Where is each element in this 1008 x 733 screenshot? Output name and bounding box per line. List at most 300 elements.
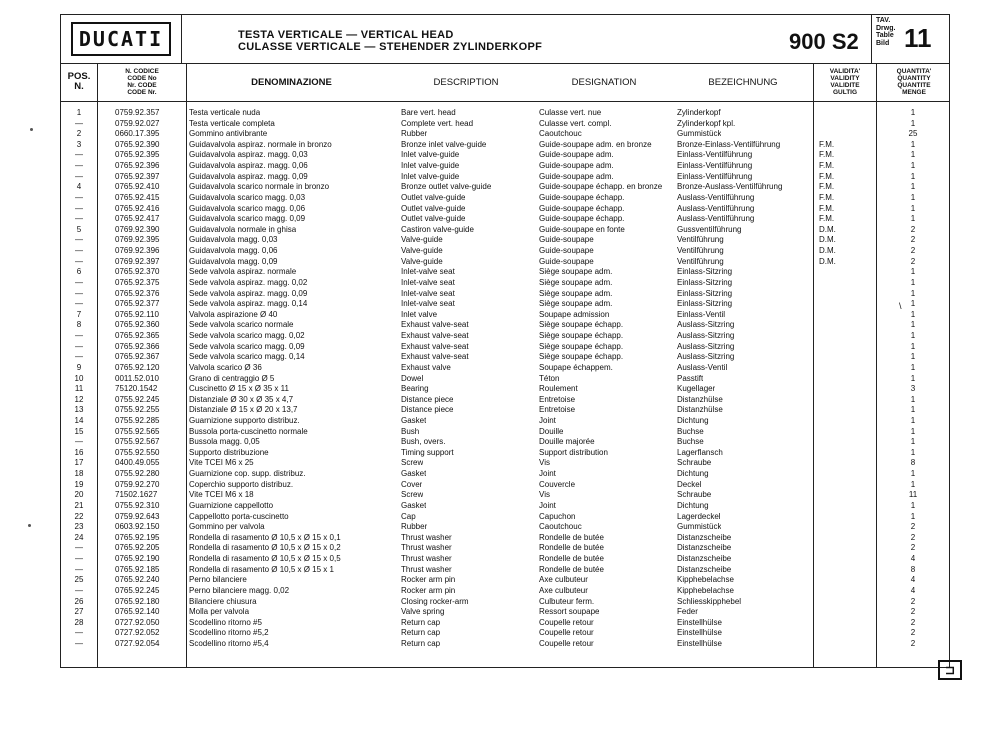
cell-desig: Guide-soupape échapp. en bronze <box>539 182 663 192</box>
cell-code: 0011.52.010 <box>115 373 159 383</box>
col-qty-line2: QUANTITY <box>897 75 931 82</box>
table-row <box>61 501 951 512</box>
cell-code: 0765.92.245 <box>115 585 160 595</box>
cell-desc: Bronze outlet valve-guide <box>401 182 492 192</box>
cell-pos: — <box>75 628 83 638</box>
table-row <box>61 395 951 406</box>
cell-code: 0755.92.567 <box>115 437 160 447</box>
col-quantita <box>877 63 951 101</box>
cell-den: Guidavalvola magg. 0,03 <box>189 235 278 245</box>
table-row <box>61 458 951 469</box>
cell-code: 0765.92.190 <box>115 554 160 564</box>
cell-code: 0765.92.415 <box>115 192 160 202</box>
cell-desc: Inlet-valve seat <box>401 288 455 298</box>
cell-qty: 1 <box>910 139 916 149</box>
cell-desig: Joint <box>539 500 556 510</box>
cell-bez: Buchse <box>677 437 704 447</box>
cell-den: Sede valvola aspiraz. magg. 0,14 <box>189 299 308 309</box>
cell-pos: 1 <box>76 108 82 117</box>
cell-desig: Siège soupape adm. <box>539 267 613 277</box>
cell-qty: 8 <box>910 564 916 574</box>
cell-qty: 11 <box>908 490 918 500</box>
table-row <box>61 172 951 183</box>
cell-desig: Siège soupape adm. <box>539 277 613 287</box>
cell-desc: Valve-guide <box>401 256 443 266</box>
cell-pos: — <box>75 192 83 202</box>
cell-den: Cappellotto porta-cuscinetto <box>189 511 289 521</box>
cell-qty: 2 <box>910 628 916 638</box>
sheet-header <box>61 15 949 64</box>
table-row <box>61 310 951 321</box>
cell-code: 0765.92.365 <box>115 331 160 341</box>
cell-bez: Distanzscheibe <box>677 543 732 553</box>
cell-code: 0769.92.390 <box>115 224 160 234</box>
table-row <box>61 267 951 278</box>
cell-desig: Joint <box>539 469 556 479</box>
cell-desc: Thrust washer <box>401 543 452 553</box>
col-val-line3: VALIDITE <box>830 82 860 89</box>
table-row <box>61 522 951 533</box>
cell-bez: Dichtung <box>677 469 709 479</box>
cell-bez: Einlass-Ventilführung <box>677 150 753 160</box>
cell-code: 0765.92.370 <box>115 267 160 277</box>
col-code-line3: Nr. CODE <box>127 82 157 89</box>
table-row <box>61 204 951 215</box>
cell-bez: Schraube <box>677 458 712 468</box>
cell-pos: 14 <box>74 415 84 425</box>
cell-code: 0765.92.410 <box>115 182 160 192</box>
cell-qty: 1 <box>910 267 916 277</box>
cell-code: 0755.92.565 <box>115 426 160 436</box>
col-val-line1: VALIDITA' <box>829 68 861 75</box>
cell-den: Scodellino ritorno #5,2 <box>189 628 269 638</box>
cell-bez: Kipphebelachse <box>677 575 734 585</box>
cell-qty: 1 <box>910 309 916 319</box>
cell-pos: 9 <box>76 362 82 372</box>
cell-desig: Siège soupape échapp. <box>539 352 624 362</box>
col-pos <box>61 63 97 101</box>
cell-den: Gommino per valvola <box>189 522 265 532</box>
cell-desig: Siège soupape échapp. <box>539 331 624 341</box>
table-row <box>61 161 951 172</box>
cell-code: 0765.92.195 <box>115 532 160 542</box>
cell-den: Guarnizione cappellotto <box>189 500 274 510</box>
cell-qty: 1 <box>910 469 916 479</box>
cell-desc: Rocker arm pin <box>401 575 456 585</box>
cell-code: 0759.92.270 <box>115 479 160 489</box>
cell-den: Sede valvola scarico magg. 0,09 <box>189 341 305 351</box>
cell-den: Sede valvola scarico magg. 0,02 <box>189 331 305 341</box>
cell-desc: Exhaust valve-seat <box>401 320 469 330</box>
cell-desig: Axe culbuteur <box>539 575 588 585</box>
table-row <box>61 469 951 480</box>
cell-pos: 21 <box>74 500 84 510</box>
cell-bez: Dichtung <box>677 415 709 425</box>
cell-desc: Gasket <box>401 500 427 510</box>
col-designation: DESIGNATION <box>571 76 637 88</box>
cell-desc: Valve-guide <box>401 235 443 245</box>
cell-desig: Soupape admission <box>539 309 610 319</box>
cell-bez: Deckel <box>677 479 702 489</box>
cell-den: Guidavalvola aspiraz. magg. 0,09 <box>189 171 308 181</box>
cell-den: Rondella di rasamento Ø 10,5 x Ø 15 x 1 <box>189 564 334 574</box>
cell-desc: Valve-guide <box>401 246 443 256</box>
cell-qty: 1 <box>910 192 916 202</box>
cell-den: Perno bilanciere magg. 0,02 <box>189 585 290 595</box>
table-row <box>61 628 951 639</box>
cell-qty: 1 <box>910 108 916 117</box>
bild-label: Bild <box>876 39 890 47</box>
table-row <box>61 342 951 353</box>
cell-pos: — <box>75 118 83 128</box>
cell-qty: 2 <box>910 235 916 245</box>
cell-den: Testa verticale completa <box>189 118 275 128</box>
cell-desc: Gasket <box>401 415 427 425</box>
cell-den: Rondella di rasamento Ø 10,5 x Ø 15 x 0,2 <box>189 543 341 553</box>
cell-bez: Gussventilführung <box>677 224 742 234</box>
cell-qty: 3 <box>910 384 916 394</box>
cell-qty: 1 <box>910 288 916 298</box>
cell-qty: 2 <box>910 224 916 234</box>
cell-den: Scodellino ritorno #5 <box>189 617 262 627</box>
logo-text: DUCATI <box>71 22 171 56</box>
col-code-line1: N. CODICE <box>125 68 159 75</box>
cell-bez: Einstellhülse <box>677 628 722 638</box>
cell-qty: 1 <box>910 373 916 383</box>
table-row <box>61 437 951 448</box>
cell-desig: Douille majorée <box>539 437 595 447</box>
cell-den: Guidavalvola aspiraz. magg. 0,03 <box>189 150 308 160</box>
cell-qty: 1 <box>910 118 916 128</box>
cell-den: Cuscinetto Ø 15 x Ø 35 x 11 <box>189 384 289 394</box>
cell-desc: Return cap <box>401 628 441 638</box>
cell-pos: 13 <box>74 405 84 415</box>
cell-pos: — <box>75 203 83 213</box>
cell-desc: Inlet-valve seat <box>401 267 455 277</box>
cell-bez: Bronze-Auslass-Ventilführung <box>677 182 783 192</box>
cell-desig: Siège soupape échapp. <box>539 320 624 330</box>
col-code <box>98 63 186 101</box>
cell-den: Gommino antivibrante <box>189 129 268 139</box>
cell-desig: Culasse vert. compl. <box>539 118 612 128</box>
cell-qty: 1 <box>910 150 916 160</box>
cell-desc: Exhaust valve-seat <box>401 331 469 341</box>
cell-code: 0765.92.240 <box>115 575 160 585</box>
table-row <box>61 299 951 310</box>
cell-code: 0769.92.397 <box>115 256 160 266</box>
cell-qty: 2 <box>910 607 916 617</box>
cell-pos: — <box>75 639 83 648</box>
cell-val: D.M. <box>819 246 836 256</box>
cell-bez: Einlass-Sitzring <box>677 267 733 277</box>
cell-code: 0765.92.360 <box>115 320 160 330</box>
cell-bez: Schliesskipphebel <box>677 596 742 606</box>
ducati-logo <box>61 15 182 63</box>
cell-pos: — <box>75 277 83 287</box>
cell-code: 0765.92.396 <box>115 161 160 171</box>
cell-den: Vite TCEI M6 x 25 <box>189 458 254 468</box>
col-qty-line4: MENGE <box>902 89 926 96</box>
table-row <box>61 565 951 576</box>
cell-desc: Screw <box>401 490 424 500</box>
table-row <box>61 363 951 374</box>
cell-desig: Caoutchouc <box>539 129 582 139</box>
cell-den: Testa verticale nuda <box>189 108 261 117</box>
cell-code: 0765.92.367 <box>115 352 160 362</box>
table-row <box>61 257 951 268</box>
cell-qty: 4 <box>910 575 916 585</box>
cell-bez: Ventilführung <box>677 256 724 266</box>
cell-qty: 1 <box>910 214 916 224</box>
cell-qty: 1 <box>910 426 916 436</box>
cell-desc: Outlet valve-guide <box>401 203 466 213</box>
handwritten-tick-mark: \ <box>899 301 902 311</box>
cell-pos: 26 <box>74 596 84 606</box>
cell-qty: 2 <box>910 543 916 553</box>
cell-desc: Cap <box>401 511 416 521</box>
table-row <box>61 278 951 289</box>
cell-qty: 2 <box>910 532 916 542</box>
table-row <box>61 448 951 459</box>
cell-desig: Coupelle retour <box>539 617 594 627</box>
cell-desc: Inlet-valve seat <box>401 299 455 309</box>
table-row <box>61 427 951 438</box>
cell-bez: Einlass-Ventilführung <box>677 161 753 171</box>
cell-desig: Guide-soupape <box>539 246 594 256</box>
cell-desc: Inlet valve-guide <box>401 171 460 181</box>
cell-code: 0759.92.357 <box>115 108 160 117</box>
cell-desig: Support distribution <box>539 447 608 457</box>
table-row <box>61 480 951 491</box>
cell-pos: 23 <box>74 522 84 532</box>
cell-bez: Einlass-Sitzring <box>677 299 733 309</box>
cell-pos: 8 <box>76 320 82 330</box>
cell-den: Coperchio supporto distribuz. <box>189 479 294 489</box>
cell-pos: 25 <box>74 575 84 585</box>
cell-den: Sede valvola aspiraz. normale <box>189 267 297 277</box>
cell-desc: Rubber <box>401 522 428 532</box>
table-row <box>61 289 951 300</box>
cell-code: 0755.92.285 <box>115 415 160 425</box>
cell-bez: Auslass-Sitzring <box>677 320 735 330</box>
cell-pos: 22 <box>74 511 84 521</box>
cell-qty: 2 <box>910 596 916 606</box>
cell-desig: Roulement <box>539 384 578 394</box>
cell-bez: Dichtung <box>677 500 709 510</box>
tav-label: TAV. <box>876 17 891 24</box>
cell-desig: Guide-soupape adm. <box>539 171 614 181</box>
cell-desc: Timing support <box>401 447 454 457</box>
cell-desig: Couvercle <box>539 479 576 489</box>
cell-qty: 1 <box>910 161 916 171</box>
col-code-line4: CODE Nr. <box>127 89 157 96</box>
cell-desc: Inlet-valve seat <box>401 277 455 287</box>
cell-pos: — <box>75 256 83 266</box>
cell-pos: 12 <box>74 394 84 404</box>
cell-pos: 20 <box>74 490 84 500</box>
cell-desc: Distance piece <box>401 394 454 404</box>
cell-qty: 1 <box>910 394 916 404</box>
cell-qty: 1 <box>910 415 916 425</box>
cell-bez: Auslass-Ventil <box>677 362 728 372</box>
cell-den: Supporto distribuzione <box>189 447 269 457</box>
cell-pos: 5 <box>76 224 82 234</box>
cell-bez: Auslass-Ventilführung <box>677 214 755 224</box>
cell-pos: 19 <box>74 479 84 489</box>
col-val-line4: GULTIG <box>832 89 858 96</box>
cell-desc: Return cap <box>401 639 441 648</box>
cell-qty: 1 <box>910 341 916 351</box>
cell-desc: Outlet valve-guide <box>401 192 466 202</box>
cell-code: 0765.92.395 <box>115 150 160 160</box>
col-pos-line1: POS. <box>67 71 91 82</box>
cell-qty: 1 <box>910 182 916 192</box>
table-row <box>61 193 951 204</box>
cell-den: Guidavalvola normale in ghisa <box>189 224 297 234</box>
cell-bez: Bronze-Einlass-Ventilführung <box>677 139 781 149</box>
cell-desig: Vis <box>539 458 550 468</box>
column-headers <box>61 63 949 102</box>
cell-den: Sede valvola aspiraz. magg. 0,02 <box>189 277 308 287</box>
table-number-labels <box>876 17 895 47</box>
cell-val: F.M. <box>819 203 835 213</box>
cell-code: 0727.92.052 <box>115 628 160 638</box>
cell-qty: 4 <box>910 554 916 564</box>
parts-table-sheet <box>60 14 950 668</box>
cell-code: 0765.92.140 <box>115 607 160 617</box>
cell-code: 0755.92.255 <box>115 405 160 415</box>
cell-desc: Bush, overs. <box>401 437 446 447</box>
cell-code: 0765.92.120 <box>115 362 160 372</box>
cell-bez: Gummistück <box>677 129 722 139</box>
cell-qty: 2 <box>910 522 916 532</box>
col-val-line2: VALIDITY <box>830 75 860 82</box>
table-row <box>61 533 951 544</box>
cell-den: Distanziale Ø 30 x Ø 35 x 4,7 <box>189 394 294 404</box>
table-row <box>61 108 951 119</box>
cell-desig: Capuchon <box>539 511 576 521</box>
cell-qty: 1 <box>910 511 916 521</box>
cell-bez: Distanzscheibe <box>677 554 732 564</box>
cell-den: Bilanciere chiusura <box>189 596 257 606</box>
cell-pos: — <box>75 564 83 574</box>
cell-den: Guidavalvola aspiraz. magg. 0,06 <box>189 161 308 171</box>
cell-desc: Thrust washer <box>401 554 452 564</box>
table-row <box>61 320 951 331</box>
table-row <box>61 331 951 342</box>
cell-desc: Outlet valve-guide <box>401 214 466 224</box>
cell-pos: 27 <box>74 607 84 617</box>
cell-den: Guidavalvola scarico magg. 0,06 <box>189 203 306 213</box>
cell-qty: 1 <box>910 203 916 213</box>
cell-val: F.M. <box>819 150 835 160</box>
col-pos-line2: N. <box>74 81 84 92</box>
cell-den: Perno bilanciere <box>189 575 247 585</box>
cell-val: F.M. <box>819 139 835 149</box>
cell-desig: Siège soupape adm. <box>539 288 613 298</box>
table-row <box>61 607 951 618</box>
cell-desig: Entretoise <box>539 405 576 415</box>
table-row <box>61 416 951 427</box>
cell-desc: Thrust washer <box>401 564 452 574</box>
cell-pos: 6 <box>76 267 82 277</box>
cell-pos: — <box>75 288 83 298</box>
cell-code: 0765.92.397 <box>115 171 160 181</box>
col-denominazione: DENOMINAZIONE <box>251 76 332 88</box>
col-description: DESCRIPTION <box>433 76 499 88</box>
cell-den: Bussola magg. 0,05 <box>189 437 260 447</box>
cell-code: 0400.49.055 <box>115 458 160 468</box>
cell-pos: — <box>75 161 83 171</box>
cell-bez: Einlass-Ventilführung <box>677 171 753 181</box>
table-row <box>61 586 951 597</box>
page-end-icon: ⊐ <box>938 660 962 680</box>
cell-den: Grano di centraggio Ø 5 <box>189 373 275 383</box>
table-row <box>61 543 951 554</box>
cell-bez: Schraube <box>677 490 712 500</box>
table-row <box>61 512 951 523</box>
cell-den: Valvola aspirazione Ø 40 <box>189 309 278 319</box>
col-qty-line1: QUANTITA' <box>896 68 932 75</box>
cell-den: Vite TCEI M6 x 18 <box>189 490 254 500</box>
col-validita <box>814 63 876 101</box>
cell-qty: 1 <box>910 299 916 309</box>
cell-den: Rondella di rasamento Ø 10,5 x Ø 15 x 0,1 <box>189 532 341 542</box>
cell-desig: Entretoise <box>539 394 576 404</box>
table-row <box>61 490 951 501</box>
cell-bez: Auslass-Ventilführung <box>677 203 755 213</box>
cell-code: 0755.92.245 <box>115 394 160 404</box>
cell-pos: — <box>75 299 83 309</box>
table-number-box <box>871 15 952 63</box>
cell-desig: Coupelle retour <box>539 628 594 638</box>
cell-pos: 16 <box>74 447 84 457</box>
cell-den: Bussola porta-cuscinetto normale <box>189 426 308 436</box>
cell-qty: 1 <box>910 362 916 372</box>
cell-desc: Exhaust valve-seat <box>401 352 469 362</box>
col-code-line2: CODE No <box>127 75 157 82</box>
table-number: 11 <box>904 23 932 53</box>
cell-qty: 1 <box>910 320 916 330</box>
model-name: 900 S2 <box>789 29 859 54</box>
cell-desig: Siège soupape adm. <box>539 299 613 309</box>
cell-desig: Caoutchouc <box>539 522 582 532</box>
cell-desig: Rondelle de butée <box>539 543 604 553</box>
cell-qty: 2 <box>910 256 916 266</box>
cell-code: 0769.92.395 <box>115 235 160 245</box>
cell-desc: Complete vert. head <box>401 118 474 128</box>
cell-code: 0769.92.396 <box>115 246 160 256</box>
cell-pos: — <box>75 585 83 595</box>
cell-bez: Passtift <box>677 373 704 383</box>
cell-qty: 25 <box>908 129 918 139</box>
cell-bez: Auslass-Sitzring <box>677 331 735 341</box>
cell-den: Sede valvola aspiraz. magg. 0,09 <box>189 288 308 298</box>
cell-desig: Rondelle de butée <box>539 554 604 564</box>
cell-den: Guarnizione cop. supp. distribuz. <box>189 469 306 479</box>
table-row <box>61 150 951 161</box>
cell-bez: Einlass-Ventil <box>677 309 726 319</box>
cell-desig: Rondelle de butée <box>539 532 604 542</box>
cell-desc: Valve spring <box>401 607 445 617</box>
cell-code: 0755.92.280 <box>115 469 160 479</box>
cell-pos: — <box>75 150 83 160</box>
cell-desc: Rubber <box>401 129 428 139</box>
cell-code: 0759.92.643 <box>115 511 160 521</box>
cell-den: Rondella di rasamento Ø 10,5 x Ø 15 x 0,5 <box>189 554 341 564</box>
cell-den: Guidavalvola scarico magg. 0,09 <box>189 214 306 224</box>
cell-qty: 1 <box>910 479 916 489</box>
